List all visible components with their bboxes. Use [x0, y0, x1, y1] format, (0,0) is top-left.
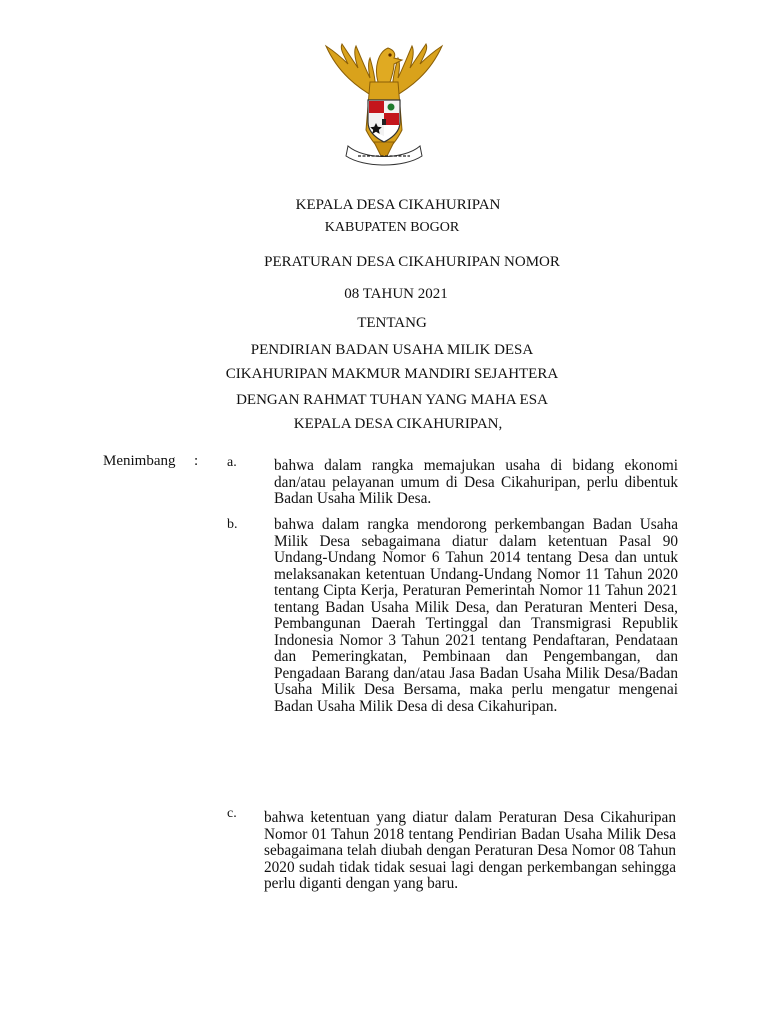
- regulation-number-year: 08 TAHUN 2021: [344, 286, 448, 302]
- item-a-text: bahwa dalam rangka memajukan usaha di bidang ekonomi dan/atau pelayanan umum di Desa Cikahuripan, perlu dibentuk Badan Usaha Milik Desa.: [274, 457, 678, 507]
- subject-line-2: CIKAHURIPAN MAKMUR MANDIRI SEJAHTERA: [225, 366, 559, 382]
- about-heading: TENTANG: [357, 315, 427, 331]
- item-b-text: bahwa dalam rangka mendorong perkembangan Badan Usaha Milik Desa sebagaimana diatur dalam ketentuan Pasal 90 Undang-Undang Nomor 6 Tahun 2014 tentang Desa dan untuk melaksanakan ketentuan Undang-Undang Nomor 11 Tahun 2020 tentang Cipta Kerja, Peraturan Pemerintah Nomor 11 Tahun 2021 tentang Badan Usaha Milik Desa, dan Peraturan Menteri Desa, Pembangunan Daerah Tertinggal dan Transmigrasi Republik Indonesia Nomor 3 Tahun 2021 tentang Pendaftaran, Pendataan dan Pemeringkatan, Pembinaan dan Pengembangan, dan Pengadaan Barang dan/atau Jasa Badan Usaha Milik Desa/Badan Usaha Milik Desa Bersama, maka perlu mengatur mengenai Badan Usaha Milik Desa di desa Cikahuripan.: [274, 516, 678, 715]
- item-b-letter: b.: [227, 517, 238, 532]
- regulation-title: PERATURAN DESA CIKAHURIPAN NOMOR: [264, 254, 560, 270]
- garuda-pancasila-emblem: [318, 38, 450, 168]
- considering-colon: :: [194, 453, 199, 469]
- subject-line-1: PENDIRIAN BADAN USAHA MILIK DESA: [250, 342, 534, 358]
- considering-label: Menimbang: [103, 453, 176, 469]
- issuer-title: KEPALA DESA CIKAHURIPAN: [295, 197, 501, 213]
- item-c-letter: c.: [227, 806, 237, 821]
- item-a-letter: a.: [227, 455, 237, 470]
- regency-name: KABUPATEN BOGOR: [324, 220, 460, 235]
- preamble-line: DENGAN RAHMAT TUHAN YANG MAHA ESA: [236, 392, 548, 408]
- item-c-text: bahwa ketentuan yang diatur dalam Peraturan Desa Cikahuripan Nomor 01 Tahun 2018 tentang Pendirian Badan Usaha Milik Desa sebagaimana telah diubah dengan Peraturan Desa Nomor 08 Tahun 2020 sudah tidak tidak sesuai lagi dengan perkembangan sehingga perlu diganti dengan yang baru.: [264, 809, 676, 892]
- authority-line: KEPALA DESA CIKAHURIPAN,: [293, 416, 503, 432]
